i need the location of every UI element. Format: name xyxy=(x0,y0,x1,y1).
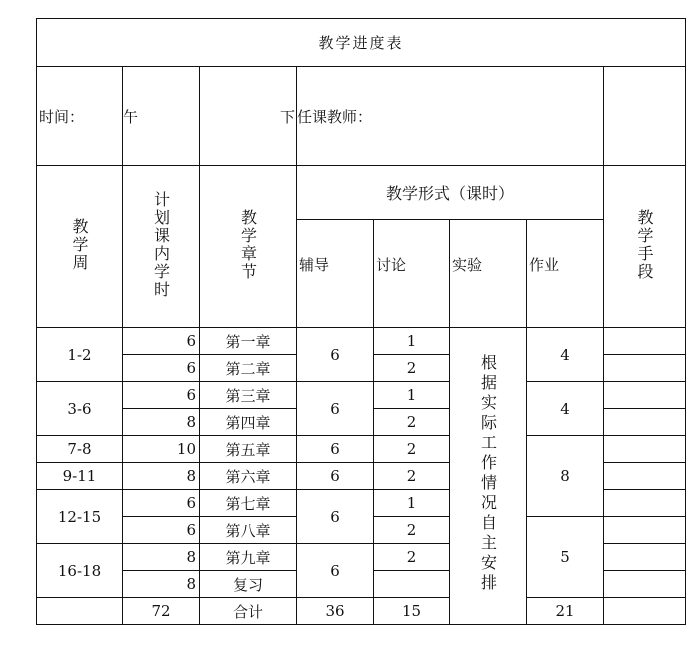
chapter-cell: 第四章 xyxy=(200,409,297,436)
total-week-blank xyxy=(37,598,123,625)
tutoring-cell: 6 xyxy=(297,490,374,544)
homework-cell: 4 xyxy=(527,382,604,436)
header-tutoring: 辅导 xyxy=(297,220,374,328)
header-plan-hours-text: 计划课内学时 xyxy=(151,190,171,299)
plan-hours-cell: 6 xyxy=(123,517,200,544)
plan-hours-cell: 6 xyxy=(123,328,200,355)
header-plan-hours xyxy=(123,166,200,328)
chapter-cell: 复习 xyxy=(200,571,297,598)
experiment-note-text: 根据实际工作情况自主安排 xyxy=(478,354,498,594)
time-mark-am: 午 xyxy=(123,67,200,166)
plan-hours-cell: 8 xyxy=(123,463,200,490)
header-homework: 作业 xyxy=(527,220,604,328)
chapter-cell: 第九章 xyxy=(200,544,297,571)
tutoring-cell: 6 xyxy=(297,544,374,598)
discussion-cell: 1 xyxy=(374,490,450,517)
discussion-cell xyxy=(374,571,450,598)
tutoring-cell: 6 xyxy=(297,382,374,436)
method-cell xyxy=(604,328,686,355)
tutoring-cell: 6 xyxy=(297,328,374,382)
teacher-label: 任课教师： xyxy=(297,67,604,166)
tutoring-cell: 6 xyxy=(297,436,374,463)
chapter-cell: 第二章 xyxy=(200,355,297,382)
total-label-cell: 合计 xyxy=(200,598,297,625)
header-experiment: 实验 xyxy=(450,220,527,328)
week-cell: 12-15 xyxy=(37,490,123,544)
method-cell xyxy=(604,355,686,382)
discussion-cell: 1 xyxy=(374,328,450,355)
discussion-cell: 2 xyxy=(374,463,450,490)
discussion-cell: 2 xyxy=(374,409,450,436)
total-discussion-cell: 15 xyxy=(374,598,450,625)
chapter-cell: 第一章 xyxy=(200,328,297,355)
method-cell xyxy=(604,517,686,544)
header-teaching-form: 教学形式（课时） xyxy=(297,166,604,220)
week-cell: 3-6 xyxy=(37,382,123,436)
week-cell: 9-11 xyxy=(37,463,123,490)
discussion-cell: 2 xyxy=(374,355,450,382)
chapter-cell: 第五章 xyxy=(200,436,297,463)
header-week xyxy=(37,166,123,328)
homework-cell: 5 xyxy=(527,517,604,598)
header-chapter-text: 教学章节 xyxy=(238,208,258,281)
discussion-cell: 2 xyxy=(374,517,450,544)
header-chapter xyxy=(200,166,297,328)
chapter-cell: 第八章 xyxy=(200,517,297,544)
method-cell xyxy=(604,463,686,490)
week-cell: 16-18 xyxy=(37,544,123,598)
discussion-cell: 2 xyxy=(374,544,450,571)
total-method-blank xyxy=(604,598,686,625)
total-tutoring-cell: 36 xyxy=(297,598,374,625)
discussion-cell: 1 xyxy=(374,382,450,409)
time-mark-pm: 下 xyxy=(200,67,297,166)
plan-hours-cell: 8 xyxy=(123,409,200,436)
chapter-cell: 第七章 xyxy=(200,490,297,517)
method-cell xyxy=(604,436,686,463)
time-label: 时间： xyxy=(37,67,123,166)
homework-cell: 4 xyxy=(527,328,604,382)
method-cell xyxy=(604,571,686,598)
chapter-cell: 第三章 xyxy=(200,382,297,409)
header-discussion: 讨论 xyxy=(374,220,450,328)
homework-cell: 8 xyxy=(527,436,604,517)
method-cell xyxy=(604,409,686,436)
header-method xyxy=(604,166,686,328)
header-week-text: 教学周 xyxy=(70,217,89,272)
total-hours-cell: 72 xyxy=(123,598,200,625)
header-method-text: 教学手段 xyxy=(635,208,654,281)
plan-hours-cell: 6 xyxy=(123,490,200,517)
plan-hours-cell: 6 xyxy=(123,382,200,409)
info-blank-cell xyxy=(604,67,686,166)
total-homework-cell: 21 xyxy=(527,598,604,625)
plan-hours-cell: 8 xyxy=(123,571,200,598)
week-cell: 7-8 xyxy=(37,436,123,463)
discussion-cell: 2 xyxy=(374,436,450,463)
teaching-schedule-table xyxy=(36,18,686,625)
plan-hours-cell: 8 xyxy=(123,544,200,571)
plan-hours-cell: 6 xyxy=(123,355,200,382)
experiment-note-cell xyxy=(450,328,527,625)
week-cell: 1-2 xyxy=(37,328,123,382)
chapter-cell: 第六章 xyxy=(200,463,297,490)
plan-hours-cell: 10 xyxy=(123,436,200,463)
page-title: 教学进度表 xyxy=(37,19,686,67)
method-cell xyxy=(604,544,686,571)
tutoring-cell: 6 xyxy=(297,463,374,490)
method-cell xyxy=(604,382,686,409)
method-cell xyxy=(604,490,686,517)
